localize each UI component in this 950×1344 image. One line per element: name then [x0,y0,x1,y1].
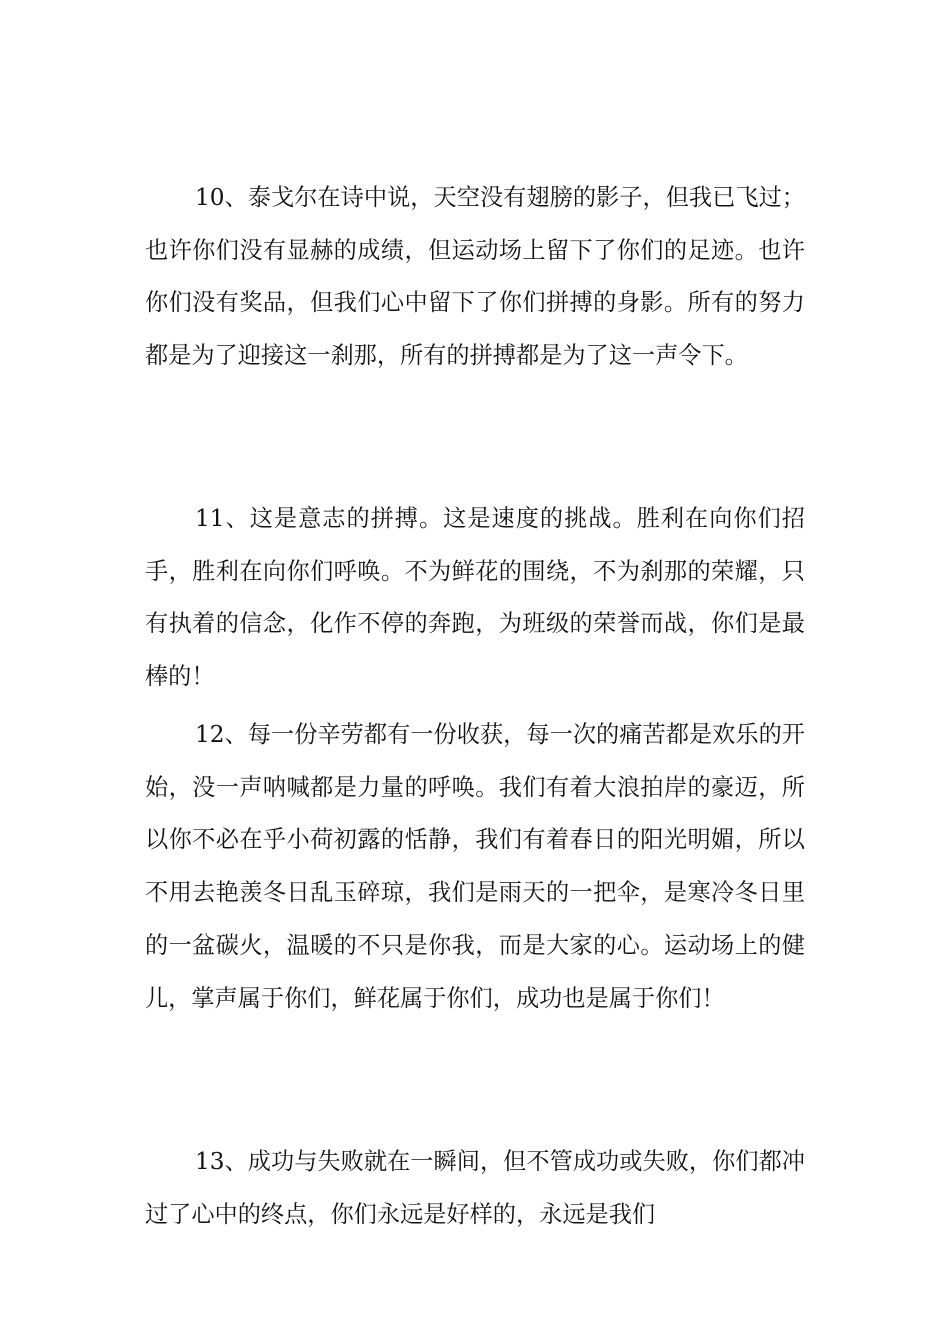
paragraph-13: 13、成功与失败就在一瞬间，但不管成功或失败，你们都冲过了心中的终点，你们永远是好样的，永远是我们 [145,1148,805,1228]
paragraph-10: 10、泰戈尔在诗中说，天空没有翅膀的影子，但我已飞过；也许你们没有显赫的成绩，但运动场上留下了你们的足迹。也许你们没有奖品，但我们心中留下了你们拼搏的身影。所有的努力都是为了迎接这一刹那，所有的拼搏都是为了这一声令下。 [145,184,805,370]
paragraph-12: 12、每一份辛劳都有一份收获，每一次的痛苦都是欢乐的开始，没一声呐喊都是力量的呼唤。我们有着大浪拍岸的豪迈，所以你不必在乎小荷初露的恬静，我们有着春日的阳光明媚，所以不用去艳羡冬日乱玉碎琼，我们是雨天的一把伞，是寒冷冬日里的一盆碳火，温暖的不只是你我，而是大家的心。运动场上的健儿，掌声属于你们，鲜花属于你们，成功也是属于你们！ [145,721,805,1012]
paragraph-11: 11、这是意志的拼搏。这是速度的挑战。胜利在向你们招手，胜利在向你们呼唤。不为鲜花的围绕，不为刹那的荣耀，只有执着的信念，化作不停的奔跑，为班级的荣誉而战，你们是最棒的！ [145,505,805,691]
